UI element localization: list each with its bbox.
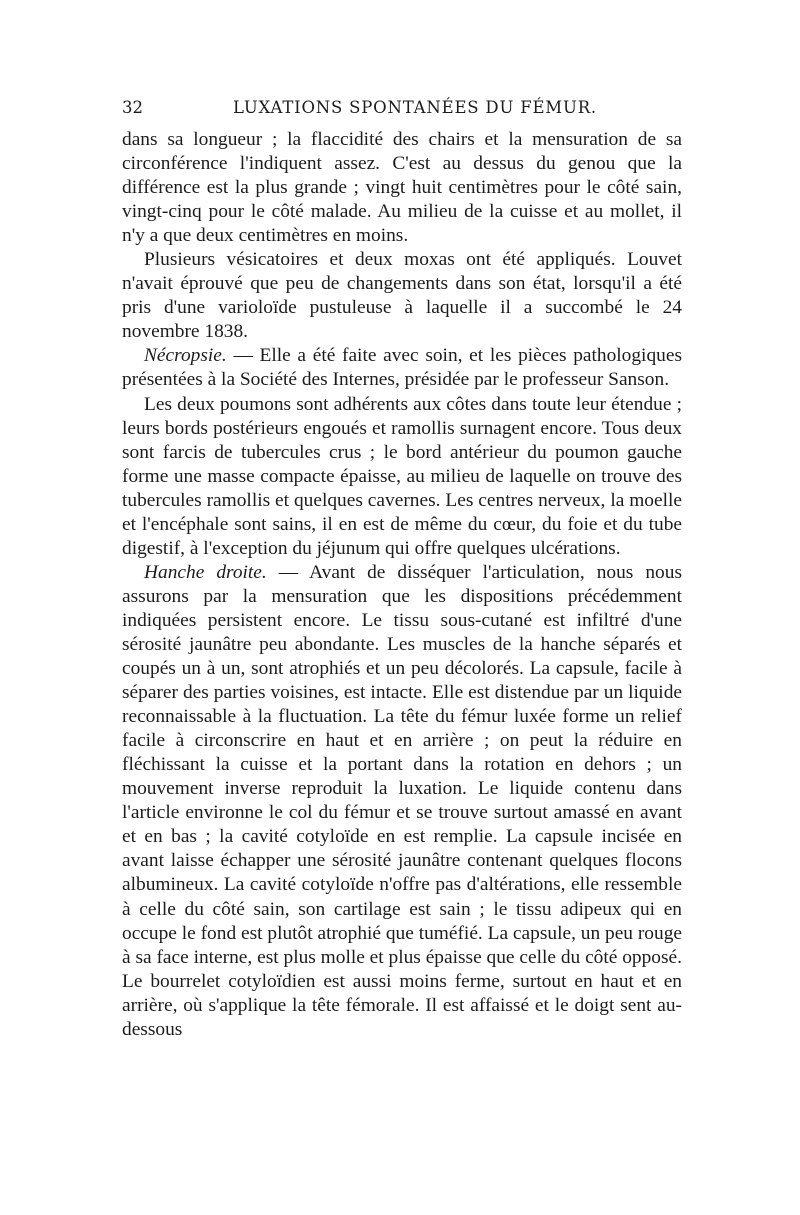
paragraph-text: — Elle a été faite avec soin, et les pièces pathologiques présentées à la Société des Internes, présidée par le professeur Sanson. bbox=[122, 345, 682, 391]
paragraph-text: — Avant de disséquer l'articulation, nous nous assurons par la mensuration que les dispositions précédemment indiquées persistent encore. Le tissu sous-cutané est infiltré d'une sérosité jaunâtre peu abondante. Les muscles de la hanche séparés et coupés un à un, sont atrophiés et un peu décolorés. La capsule, facile à séparer des parties voisines, est intacte. Elle est distendue par un liquide reconnaissable à la fluctuation. La tête du fémur luxée forme un relief facile à circonscrire en haut et en arrière ; on peut la réduire en fléchissant la cuisse et la portant dans la rotation en dehors ; un mouvement inverse reproduit la luxation. Le liquide contenu dans l'article environne le col du fémur et se trouve surtout amassé en avant et en bas ; la cavité cotyloïde en est remplie. La capsule incisée en avant laisse échapper une sérosité jaunâtre contenant quelques flocons albumineux. La cavité cotyloïde n'offre pas d'altérations, elle ressemble à celle du côté sain, son cartilage est sain ; le tissu adipeux qui en occupe le fond est plutôt atrophié que tuméfié. La capsule, un peu rouge à sa face interne, est plus molle et plus épaisse que celle du côté opposé. Le bourrelet cotyloïdien est aussi moins ferme, surtout en haut et en arrière, où s'applique la tête fémorale. Il est affaissé et le doigt sent au-dessous bbox=[122, 561, 682, 1040]
paragraph-text: dans sa longueur ; la flaccidité des chairs et la mensuration de sa circonférence l'indiquent assez. C'est au dessus du genou que la différence est la plus grande ; vingt huit centimètres pour le côté sain, vingt-cinq pour le côté malade. Au milieu de la cuisse et au mollet, il n'y a que deux centimètres en moins. bbox=[122, 129, 682, 247]
paragraph-necropsy bbox=[122, 344, 682, 392]
section-heading-hanche-droite: Hanche droite. bbox=[144, 561, 267, 583]
paragraph-text: Plusieurs vésicatoires et deux moxas ont été appliqués. Louvet n'avait éprouvé que peu de changements dans son état, lorsqu'il a été pris d'une varioloïde pustuleuse à laquelle il a succombé le 24 novembre 1838. bbox=[122, 249, 682, 343]
paragraph-text: Les deux poumons sont adhérents aux côtes dans toute leur étendue ; leurs bords postérieurs engoués et ramollis surnagent encore. Tous deux sont farcis de tubercules crus ; le bord antérieur du poumon gauche forme une masse compacte épaisse, au milieu de laquelle on trouve des tubercules ramollis et quelques cavernes. Les centres nerveux, la moelle et l'encéphale sont sains, il en est de même du cœur, du foie et du tube digestif, à l'exception du jéjunum qui offre quelques ulcérations. bbox=[122, 393, 682, 559]
body-text bbox=[122, 128, 682, 1042]
paragraph-lungs bbox=[122, 393, 682, 561]
paragraph-right-hip bbox=[122, 561, 682, 1042]
running-title: LUXATIONS SPONTANÉES DU FÉMUR. bbox=[233, 98, 597, 117]
page-number: 32 bbox=[122, 98, 143, 117]
section-heading-necropsie: Nécropsie. bbox=[144, 345, 227, 367]
running-head bbox=[122, 98, 682, 124]
paragraph-continuation bbox=[122, 128, 682, 248]
paragraph-treatment bbox=[122, 248, 682, 344]
